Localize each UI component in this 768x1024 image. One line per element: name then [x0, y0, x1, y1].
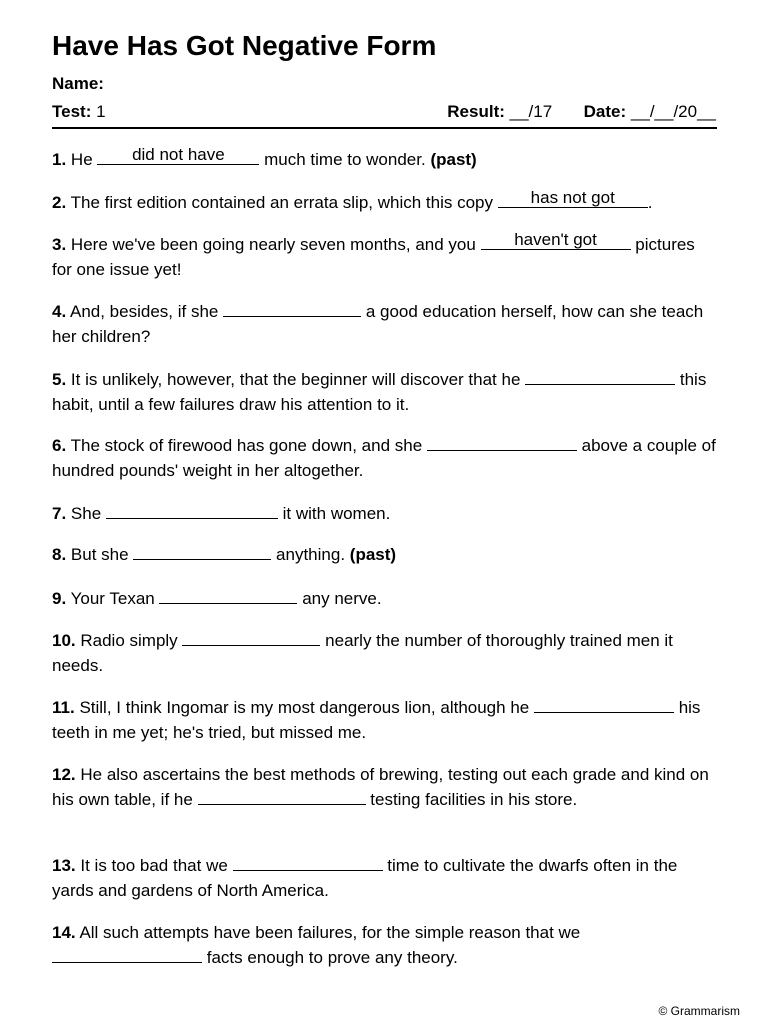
- question-9: [52, 587, 716, 612]
- question-text-after: it with women.: [282, 504, 391, 523]
- page-title: Have Has Got Negative Form: [52, 30, 437, 61]
- question-text-after: above a couple of hundred pounds' weight in her altogether.: [52, 436, 716, 480]
- answer-blank[interactable]: [133, 543, 271, 560]
- answer-blank[interactable]: [106, 502, 278, 519]
- question-text-after: much time to wonder.: [264, 150, 426, 169]
- question-text-after: facts enough to prove any theory.: [206, 947, 458, 967]
- question-text-before: Still, I think Ingomar is my most dangerous lion, although he: [79, 698, 530, 717]
- answer-blank[interactable]: [97, 145, 259, 165]
- question-text-before: It is too bad that we: [80, 856, 228, 875]
- question-number: 9.: [52, 589, 67, 608]
- test-value: 1: [96, 102, 106, 121]
- test-label: Test:: [52, 102, 92, 121]
- question-text-before: The stock of firewood has gone down, and she: [70, 436, 423, 455]
- question-text-after: .: [647, 193, 653, 212]
- answer-blank[interactable]: [198, 788, 366, 805]
- question-number: 8.: [52, 545, 67, 564]
- tense-hint: (past): [430, 150, 477, 169]
- question-text-after: any nerve.: [302, 589, 382, 608]
- date-value: __/__/20__: [630, 102, 716, 121]
- answer-blank[interactable]: [233, 854, 383, 871]
- date-label: Date:: [583, 102, 627, 121]
- question-text-after: testing facilities in his store.: [370, 789, 578, 809]
- question-10: [52, 629, 716, 678]
- question-11: [52, 696, 716, 745]
- answer-text: did not have: [132, 145, 225, 164]
- question-8: [52, 543, 716, 568]
- question-number: 7.: [52, 504, 67, 523]
- question-text-before: Here we've been going nearly seven months, and you: [70, 235, 476, 254]
- question-number: 4.: [52, 302, 67, 321]
- question-number: 14.: [52, 923, 76, 942]
- result-value: __/17: [509, 102, 553, 121]
- question-text-after: pictures for one issue yet!: [52, 235, 695, 279]
- answer-blank[interactable]: [427, 434, 577, 451]
- question-text-before: But she: [70, 545, 129, 564]
- question-number: 13.: [52, 856, 76, 875]
- question-3: [52, 230, 716, 282]
- question-text-after: nearly the number of thoroughly trained men it needs.: [52, 631, 673, 675]
- question-2: [52, 188, 716, 216]
- name-label: Name:: [52, 74, 104, 93]
- question-number: 12.: [52, 765, 76, 784]
- question-text-before: The first edition contained an errata slip, which this copy: [70, 193, 493, 212]
- question-number: 5.: [52, 370, 67, 389]
- question-text-after: a good education herself, how can she teach her children?: [52, 302, 704, 346]
- answer-blank[interactable]: [525, 368, 675, 385]
- question-text-after: anything.: [276, 545, 346, 564]
- answer-blank[interactable]: [481, 230, 631, 250]
- answer-blank[interactable]: [159, 587, 297, 604]
- question-text-before: She: [70, 504, 102, 523]
- question-5: [52, 368, 716, 417]
- question-14: [52, 921, 716, 970]
- question-6: [52, 434, 716, 483]
- question-number: 11.: [52, 698, 75, 717]
- result-date-info: [447, 102, 716, 122]
- answer-blank[interactable]: [52, 946, 202, 963]
- question-text-before: He also ascertains the best methods of brewing, testing out each grade and kind on his own table, if he: [52, 765, 709, 809]
- answer-blank[interactable]: [534, 696, 674, 713]
- question-text-before: He: [70, 150, 93, 169]
- copyright-footer: © Grammarism: [658, 1004, 740, 1018]
- question-text-before: It is unlikely, however, that the beginner will discover that he: [70, 370, 521, 389]
- tense-hint: (past): [349, 545, 397, 564]
- test-info: [52, 102, 106, 121]
- answer-text: has not got: [530, 188, 615, 207]
- question-number: 1.: [52, 150, 67, 169]
- header-divider: [52, 127, 717, 129]
- question-4: [52, 300, 716, 349]
- meta-row: [52, 102, 716, 122]
- question-text-before: Your Texan: [70, 589, 155, 608]
- question-7: [52, 502, 716, 527]
- question-number: 10.: [52, 631, 76, 650]
- question-text-before: And, besides, if she: [69, 302, 219, 321]
- answer-blank[interactable]: [223, 300, 361, 317]
- question-1: [52, 145, 716, 173]
- question-number: 2.: [52, 193, 67, 212]
- question-number: 3.: [52, 235, 67, 254]
- question-12: [52, 763, 716, 812]
- answer-blank[interactable]: [182, 629, 320, 646]
- result-label: Result:: [447, 102, 505, 121]
- question-text-before: All such attempts have been failures, for the simple reason that we: [79, 923, 581, 942]
- answer-text: haven't got: [514, 230, 597, 249]
- question-13: [52, 854, 716, 903]
- question-text-after: this habit, until a few failures draw his attention to it.: [52, 370, 707, 414]
- question-text-after: his teeth in me yet; he's tried, but missed me.: [52, 698, 701, 742]
- answer-blank[interactable]: [498, 188, 648, 208]
- question-text-after: time to cultivate the dwarfs often in the yards and gardens of North America.: [52, 856, 678, 900]
- question-number: 6.: [52, 436, 67, 455]
- question-text-before: Radio simply: [80, 631, 178, 650]
- name-field: [52, 74, 104, 94]
